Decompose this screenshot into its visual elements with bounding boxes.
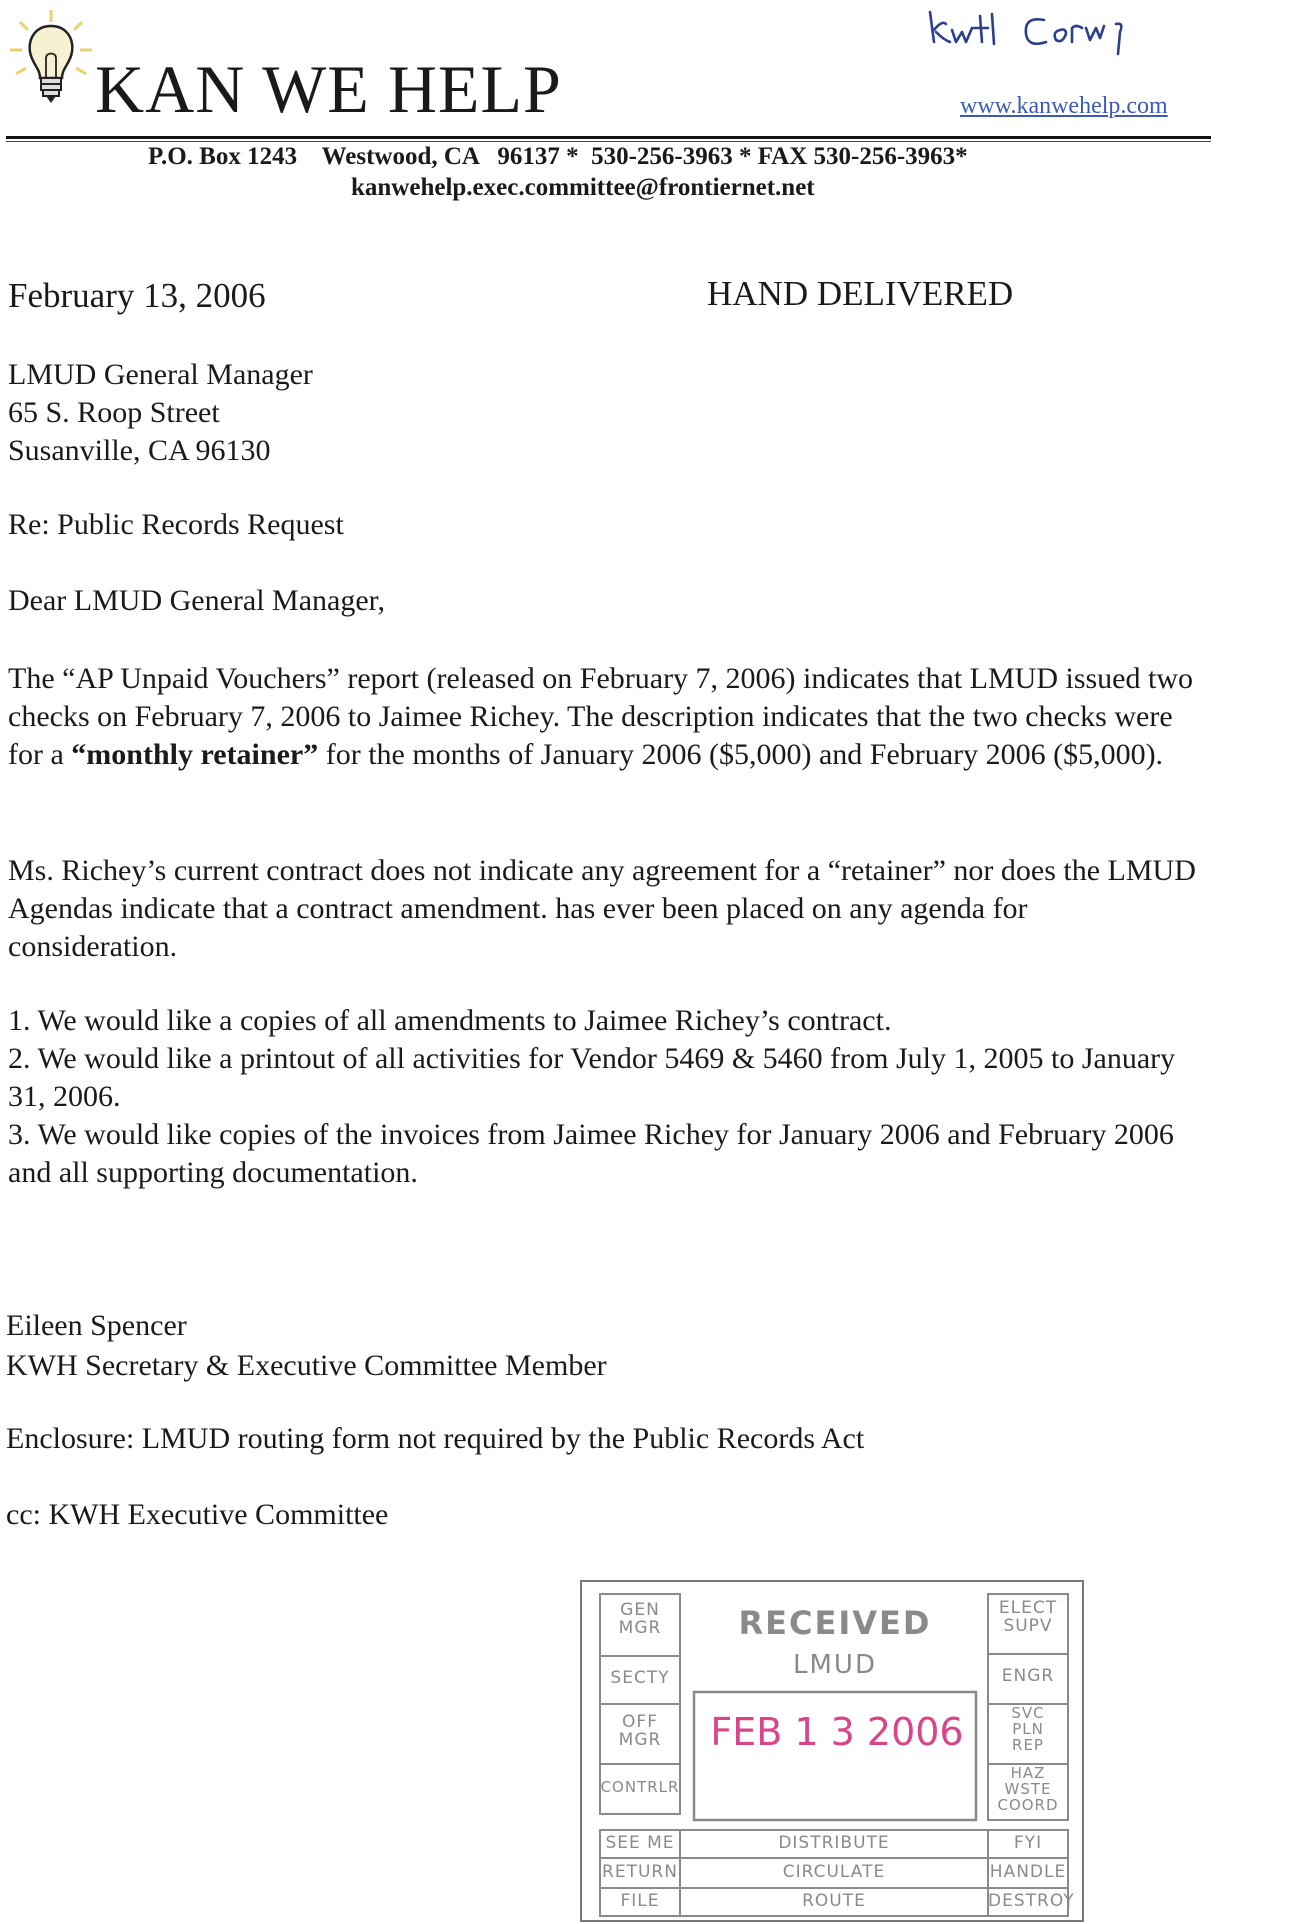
subject-line: Re: Public Records Request (8, 508, 344, 541)
body-text: for the months of January 2006 ($5,000) and February 2006 ($5,000). (318, 738, 1164, 771)
lightbulb-logo-icon (6, 8, 96, 108)
stamp-cell-elect-supv: ELECT SUPV (998, 1598, 1058, 1636)
salutation: Dear LMUD General Manager, (8, 584, 385, 617)
stamp-cell-engr: ENGR (1001, 1666, 1055, 1686)
body-text: The “AP Unpaid Vouchers” report (released on February 7, 2006) indicates that LMUD issued two checks on February 7, 2006 to Jaimee Richey. The description indicates that the two checks were for a (8, 662, 1193, 771)
stamp-cell-gen-mgr: GEN MGR (618, 1600, 662, 1638)
stamp-cell-destroy: DESTROY (988, 1891, 1075, 1911)
organization-name: KAN WE HELP (95, 51, 562, 127)
list-item: 1. We would like a copies of all amendments to Jaimee Richey’s contract. (8, 1004, 892, 1037)
list-item: 3. We would like copies of the invoices from Jaimee Richey for January 2006 and February 2006 and all supporting documentation. (8, 1118, 1174, 1189)
letterhead-rule (6, 136, 1211, 139)
received-stamp (580, 1580, 1084, 1922)
stamp-cell-fyi: FYI (1013, 1833, 1043, 1853)
body-emphasis: “monthly retainer” (71, 738, 319, 771)
body-paragraph-2: Ms. Richey’s current contract does not indicate any agreement for a “retainer” nor does the LMUD Agendas indicate that a contract amendment. has ever been placed on any agenda for consideration. (8, 854, 1196, 963)
website-link[interactable]: www.kanwehelp.com (960, 93, 1168, 119)
recipient-line: 65 S. Roop Street (8, 396, 220, 429)
stamp-cell-haz-wste-coord: HAZ WSTE COORD (997, 1764, 1059, 1814)
stamp-cell-svc-pln-rep: SVC PLN REP (1011, 1704, 1045, 1754)
stamp-org-label: LMUD (793, 1650, 877, 1680)
recipient-address (8, 356, 313, 470)
letterhead-rule-thin (6, 141, 1211, 142)
stamp-cell-handle: HANDLE (989, 1862, 1067, 1882)
recipient-line: LMUD General Manager (8, 358, 313, 391)
signer-title: KWH Secretary & Executive Committee Member (6, 1349, 607, 1382)
signature-block (6, 1306, 607, 1386)
body-paragraph-1 (8, 660, 1203, 774)
stamp-cell-off-mgr: OFF MGR (618, 1712, 662, 1750)
recipient-line: Susanville, CA 96130 (8, 434, 271, 467)
stamp-received-label: RECEIVED (738, 1604, 932, 1642)
stamp-cell-see-me: SEE ME (605, 1833, 675, 1853)
delivery-method: HAND DELIVERED (707, 274, 1014, 313)
contact-email[interactable]: kanwehelp.exec.committee@frontiernet.net (351, 174, 815, 201)
stamp-date: FEB 1 3 2006 (710, 1710, 964, 1754)
contact-address-line: P.O. Box 1243 Westwood, CA 96137 * 530-256-3963 * FAX 530-256-3963* (148, 143, 968, 170)
stamp-cell-return: RETURN (602, 1862, 678, 1882)
stamp-cell-secty: SECTY (610, 1668, 670, 1688)
letter-date: February 13, 2006 (8, 276, 266, 315)
handwritten-note-kwh-copy (920, 2, 1180, 72)
enclosure-note: Enclosure: LMUD routing form not required by the Public Records Act (6, 1422, 865, 1455)
stamp-cell-contrlr: CONTRLR (600, 1778, 680, 1796)
cc-line: cc: KWH Executive Committee (6, 1498, 389, 1531)
list-item: 2. We would like a printout of all activities for Vendor 5469 & 5460 from July 1, 2005 to January 31, 2006. (8, 1042, 1176, 1113)
stamp-cell-file: FILE (620, 1891, 660, 1911)
signer-name: Eileen Spencer (6, 1309, 187, 1342)
stamp-cell-route: ROUTE (802, 1891, 866, 1911)
request-list (8, 1002, 1203, 1192)
stamp-cell-circulate: CIRCULATE (782, 1862, 886, 1882)
stamp-cell-distribute: DISTRIBUTE (778, 1833, 890, 1853)
